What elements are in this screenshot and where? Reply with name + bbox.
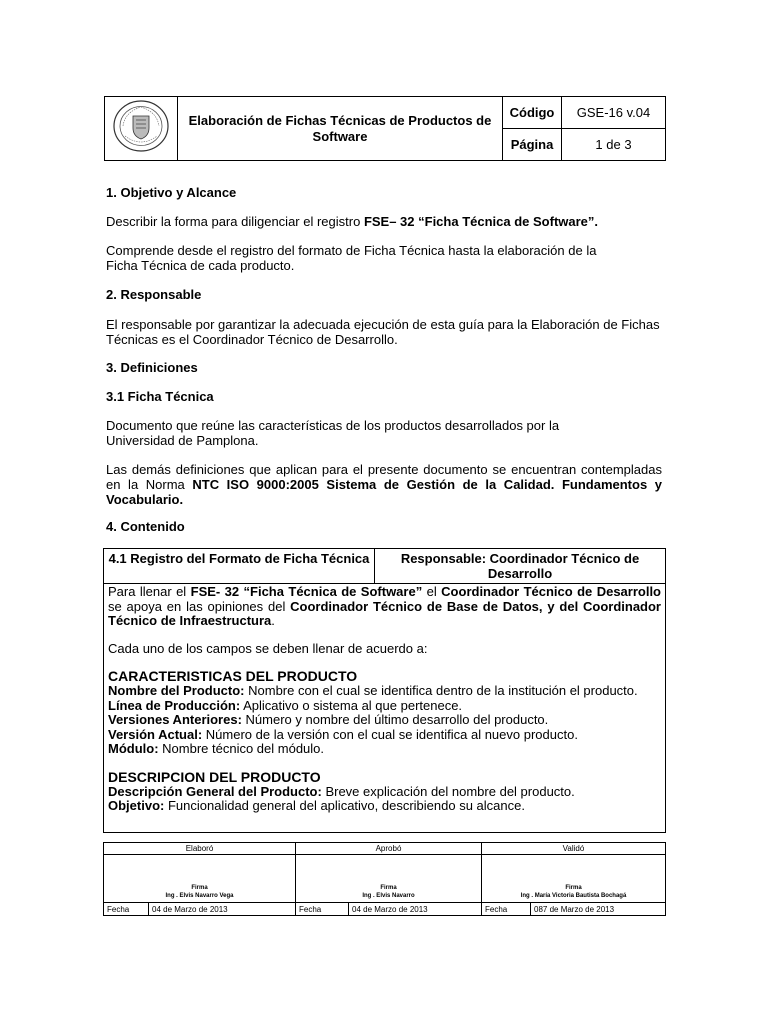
field-product-name [108,684,661,699]
elaboro-signature [104,855,296,903]
section-1-form-name: FSE– 32 “Ficha Técnica de Software”. [363,214,599,229]
firma-label: Firma [565,885,582,891]
intro-role-1: Coordinador Técnico de Desarrollo [441,584,662,599]
field-text: Nombre con el cual se identifica dentro de la institución el producto. [244,682,638,698]
characteristics-title: CARACTERISTICAS DEL PRODUCTO [108,668,358,685]
aprobo-header: Aprobó [296,843,482,855]
field-general-description [108,785,661,800]
signer-name: Ing . María Victoria Bautista Bochagá [520,893,627,899]
valido-date: 087 de Marzo de 2013 [531,903,666,916]
field-text: Número de la versión con el cual se identifica al nuevo producto. [202,726,578,742]
field-production-line [108,699,661,714]
field-text: Aplicativo o sistema al que pertenece. [240,697,463,713]
field-text: Número y nombre del último desarrollo del producto. [241,712,549,728]
aprobo-signature [296,855,482,903]
section-3-text: Las demás definiciones que aplican para el presente documento se encuentran contempladas en la Norma [106,462,662,492]
field-label: Versiones Anteriores: [108,712,242,728]
firma-label: Firma [191,885,208,891]
field-label: Objetivo: [108,798,165,814]
fecha-label: Fecha [296,903,349,916]
elaboro-header: Elaboró [104,843,296,855]
fecha-label: Fecha [482,903,531,916]
field-text: Nombre técnico del módulo. [158,741,325,757]
section-3-norm: NTC ISO 9000:2005 Sistema de Gestión de la Calidad. Fundamentos y Vocabulario. [106,477,662,507]
signer-name: Ing . Elvis Navarro [362,893,415,899]
section-3-heading: 3. Definiciones [106,360,198,375]
intro-text-2: el [422,584,442,599]
document-title: Elaboración de Fichas Técnicas de Productos de Software [178,97,503,161]
elaboro-date: 04 de Marzo de 2013 [149,903,296,916]
intro-text-1: Para llenar el [108,584,191,599]
signature-table [103,842,666,916]
field-label: Módulo: [108,741,159,757]
content-table [103,548,666,833]
valido-header: Validó [482,843,666,855]
firma-label: Firma [380,885,397,891]
field-objective [108,799,661,814]
code-value: GSE-16 v.04 [562,97,666,129]
signer-name: Ing . Elvis Navarro Vega [165,893,234,899]
section-2-paragraph: El responsable por garantizar la adecuada ejecución de esta guía para la Elaboración de Fichas Técnicas es el Coordinador Técnico de Desarrollo. [106,317,660,347]
section-1-paragraph-1 [106,214,662,229]
section-1-text: Describir la forma para diligenciar el registro [106,214,364,229]
intro-form-name: FSE- 32 “Ficha Técnica de Software” [190,584,423,599]
fecha-label: Fecha [104,903,149,916]
field-previous-versions [108,713,661,728]
page-value: 1 de 3 [562,129,666,161]
fields-intro: Cada uno de los campos se deben llenar de acuerdo a: [108,640,428,656]
content-col-registro: 4.1 Registro del Formato de Ficha Técnica [104,549,375,584]
field-label: Descripción General del Producto: [108,783,322,799]
section-2-heading: 2. Responsable [106,287,202,302]
intro-text-3: se apoya en las opiniones del [108,598,291,614]
section-3-1-heading: 3.1 Ficha Técnica [106,389,214,404]
description-title: DESCRIPCION DEL PRODUCTO [108,768,321,785]
field-text: Funcionalidad general del aplicativo, describiendo su alcance. [164,798,525,814]
section-1-paragraph-2: Comprende desde el registro del formato de Ficha Técnica hasta la elaboración de la Ficha Técnica de cada producto. [106,243,597,273]
valido-signature [482,855,666,903]
intro-roles: Coordinador Técnico de Base de Datos, y del Coordinador Técnico de Infraestructura [108,598,661,629]
aprobo-date: 04 de Marzo de 2013 [349,903,482,916]
content-cell [104,584,666,833]
section-3-paragraph-1: Documento que reúne las características de los productos desarrollados por la Universidad de Pamplona. [106,418,560,448]
field-module [108,742,661,757]
code-label: Código [503,97,562,129]
intro-text-4: . [271,613,275,629]
section-4-heading: 4. Contenido [106,519,185,534]
page-label: Página [503,129,562,161]
field-label: Línea de Producción: [108,697,241,713]
logo-cell [105,97,178,161]
field-label: Nombre del Producto: [108,682,245,698]
content-intro [108,585,661,629]
field-label: Versión Actual: [108,726,203,742]
document-header [104,96,666,161]
section-3-paragraph-2 [106,462,662,507]
field-current-version [108,728,661,743]
section-1-heading: 1. Objetivo y Alcance [106,185,237,200]
field-text: Breve explicación del nombre del producto. [321,783,575,799]
content-col-responsable: Responsable: Coordinador Técnico de Desarrollo [375,549,666,584]
university-seal-icon [111,98,171,154]
